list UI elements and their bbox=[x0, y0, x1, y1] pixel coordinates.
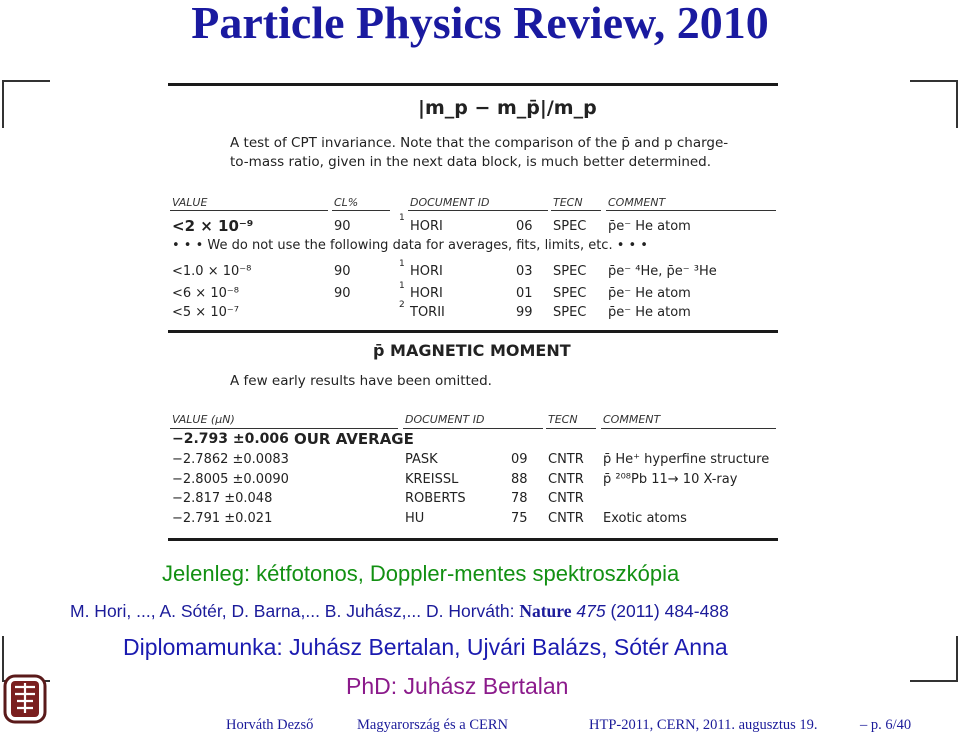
mass-header-value: VALUE bbox=[172, 196, 208, 209]
moment-header-comment: COMMENT bbox=[603, 413, 661, 426]
moment-title: p̄ MAGNETIC MOMENT bbox=[373, 341, 571, 360]
slide-title: Particle Physics Review, 2010 bbox=[191, 0, 769, 48]
thesis-line: Diplomamunka: Juhász Bertalan, Ujvári Balázs, Sótér Anna bbox=[123, 634, 728, 660]
mass-note-line-1: A test of CPT invariance. Note that the comparison of the p̄ and p charge- bbox=[230, 135, 729, 151]
mass-header-tecn: TECN bbox=[553, 196, 583, 209]
journal-name: Nature bbox=[519, 601, 572, 621]
mass-header-doc: DOCUMENT ID bbox=[410, 196, 490, 209]
authors-line: M. Hori, ..., A. Sótér, D. Barna,... B. Juhász,... D. Horváth: Nature 475 (2011) 484-488 bbox=[70, 601, 729, 621]
moment-header-tecn: TECN bbox=[548, 413, 578, 426]
footer-event: HTP-2011, CERN, 2011. augusztus 19. bbox=[589, 717, 818, 733]
middle-rule bbox=[168, 330, 778, 333]
moment-header-value: VALUE (μN) bbox=[172, 413, 235, 426]
moment-average-label: OUR AVERAGE bbox=[294, 430, 414, 448]
current-research-line: Jelenleg: kétfotonos, Doppler-mentes spektroszkópia bbox=[162, 561, 680, 586]
mass-title: |m_p − m_p̄|/m_p bbox=[418, 97, 597, 119]
bottom-rule bbox=[168, 538, 778, 541]
mass-header-cl: CL% bbox=[334, 196, 359, 209]
moment-average-value: −2.793 ±0.006 bbox=[172, 431, 289, 447]
footer-page-number: – p. 6/40 bbox=[860, 717, 912, 733]
frame-corner-bottom-right bbox=[910, 636, 958, 682]
mass-main-doc: HORI bbox=[410, 219, 443, 234]
institute-logo-icon bbox=[2, 673, 48, 725]
not-used-note: • • • We do not use the following data for averages, fits, limits, etc. • • • bbox=[172, 238, 648, 253]
frame-corner-top-left bbox=[2, 80, 50, 128]
top-rule bbox=[168, 83, 778, 86]
mass-main-cl: 90 bbox=[334, 219, 351, 234]
frame-corner-top-right bbox=[910, 80, 958, 128]
moment-header-doc: DOCUMENT ID bbox=[405, 413, 485, 426]
pdg-table-image: |m_p − m_p̄|/m_p A test of CPT invariance. Note that the comparison of the p̄ and p charge- to-mass ratio, given in the next data block, is much better determined. VALUE CL% DOCUMENT ID TECN COMMENT <2 × 10⁻⁹ 90 1 HORI 06 SPEC p̄e⁻ He atom • • • We do not use the following data for averages, fits, limits, etc. • • • <1.0 × 10⁻⁸ 90 1 HORI 03 SPEC p̄e⁻ ⁴He, p̄e⁻ ³He <6 × 10⁻⁸ 90 1 HORI 01 SPEC p̄e⁻ He atom <5 × 10⁻⁷ 2 TORII 99 SPEC p̄e⁻ He atom p̄ MAGNETIC MOMENT A few early results have been omitted. VALUE (μN) DOCUMENT ID TECN COMMENT −2.793 ±0.006 OUR AVERAGE −2.7862 ±0.0083 PASK 09 CNTR p̄ He⁺ hyperfine structure −2.8005 ±0.0090 KREISSL 88 CNTR p̄ ²⁰⁸Pb 11→ 10 X-ray −2.817 ±0.048 ROBERTS 78 CNTR −2.791 ±0.021 HU 75 CNTR Exotic atoms bbox=[168, 83, 780, 543]
footer-talk: Magyarország és a CERN bbox=[357, 717, 508, 733]
mass-note-line-2: to-mass ratio, given in the next data block, is much better determined. bbox=[230, 154, 712, 170]
phd-line: PhD: Juhász Bertalan bbox=[346, 673, 569, 699]
mass-main-value: <2 × 10⁻⁹ bbox=[172, 217, 254, 235]
mass-header-comment: COMMENT bbox=[608, 196, 666, 209]
moment-note: A few early results have been omitted. bbox=[230, 373, 492, 389]
footer-author: Horváth Dezső bbox=[226, 717, 314, 733]
